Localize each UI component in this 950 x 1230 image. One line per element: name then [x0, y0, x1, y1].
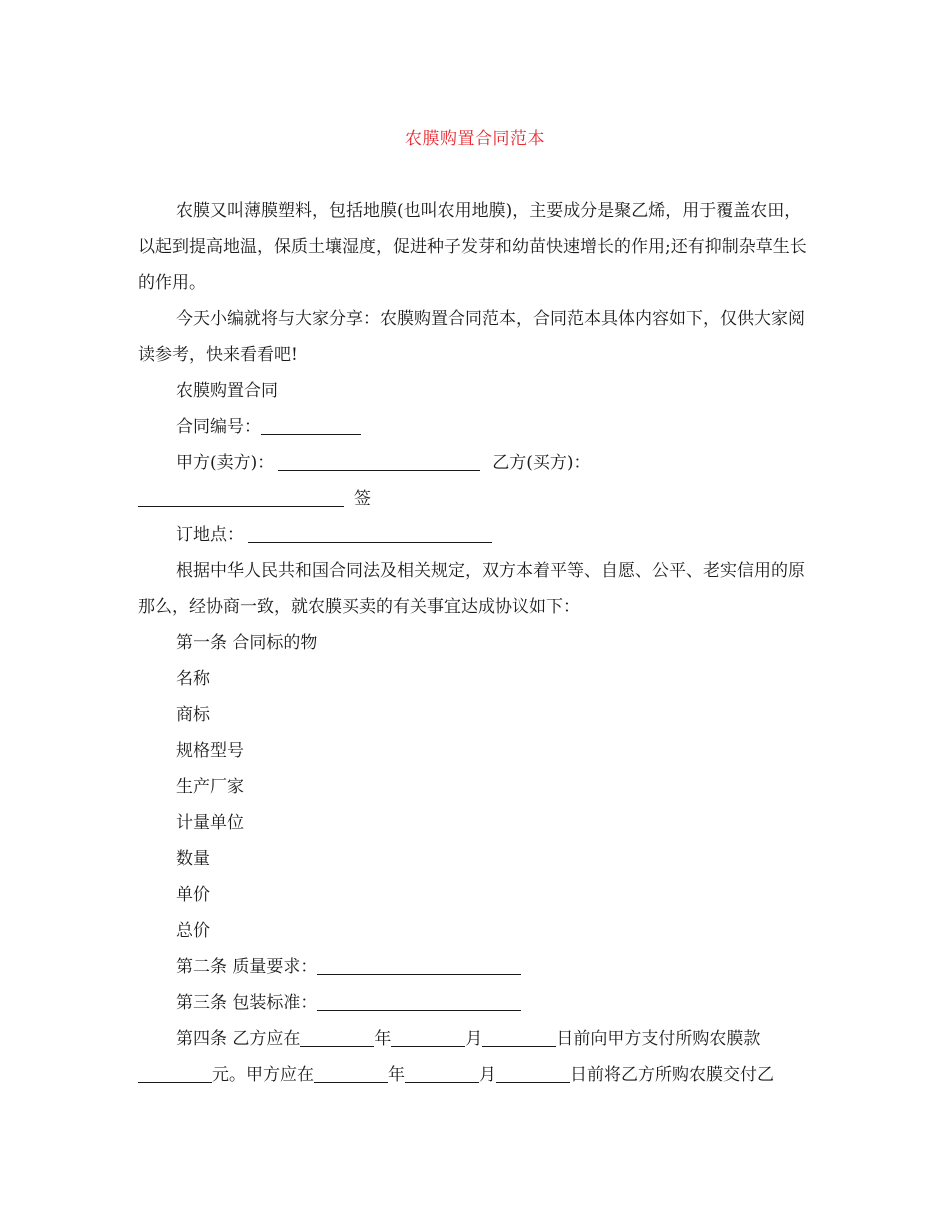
- pay-text: 日前向甲方支付所购农膜款: [556, 1029, 761, 1049]
- party-b-row: [138, 481, 810, 517]
- intro-paragraph-1: 农膜又叫薄膜塑料，包括地膜(也叫农用地膜)，主要成分是聚乙烯，用于覆盖农田，以起到提高地温，保质土壤湿度，促进种子发芽和幼苗快速增长的作用;还有抑制杂草生长的作用。: [138, 201, 807, 293]
- article-4-row-2: [138, 1057, 810, 1093]
- article-1-heading: 第一条 合同标的物: [176, 633, 318, 653]
- item-name: 名称: [176, 669, 210, 689]
- contract-number-label: 合同编号：: [176, 417, 261, 437]
- pay-day-blank: [482, 1027, 556, 1047]
- item-total-price: 总价: [176, 921, 210, 941]
- item-manufacturer: 生产厂家: [176, 777, 244, 797]
- party-a-label: 甲方(卖方)：: [176, 453, 275, 473]
- article-2-label: 第二条 质量要求：: [176, 957, 318, 977]
- item-unit-price: 单价: [176, 885, 210, 905]
- deliver-day-blank: [496, 1063, 570, 1083]
- article-4-prefix: 第四条 乙方应在: [176, 1029, 301, 1049]
- packaging-blank: [317, 991, 521, 1011]
- deliver-text: 日前将乙方所购农膜交付乙: [570, 1065, 774, 1085]
- deliver-month-blank: [405, 1063, 479, 1083]
- party-b-blank: [138, 487, 344, 507]
- party-a-blank: [278, 451, 480, 471]
- document-title: 农膜购置合同范本: [405, 129, 545, 149]
- sign-place-row: [138, 517, 810, 553]
- pay-month-label: 月: [465, 1029, 483, 1049]
- article-2-row: [138, 949, 810, 985]
- article-3-row: [138, 985, 810, 1021]
- contract-number-row: [138, 409, 810, 445]
- quality-blank: [317, 955, 521, 975]
- contract-heading: 农膜购置合同: [176, 381, 278, 401]
- parties-row: [138, 445, 810, 481]
- party-b-label: 乙方(买方)：: [492, 453, 591, 473]
- item-spec: 规格型号: [176, 741, 244, 761]
- sign-place-label: 订地点：: [176, 525, 244, 545]
- item-quantity: 数量: [176, 849, 210, 869]
- yuan-text: 元。甲方应在: [212, 1065, 314, 1085]
- contract-number-blank: [261, 415, 361, 435]
- document-body: [138, 193, 810, 1093]
- deliver-year-blank: [314, 1063, 388, 1083]
- pay-year-label: 年: [374, 1029, 392, 1049]
- item-unit: 计量单位: [176, 813, 244, 833]
- deliver-month-label: 月: [479, 1065, 496, 1085]
- sign-place-blank: [248, 523, 492, 543]
- intro-paragraph-2: 今天小编就将与大家分享：农膜购置合同范本，合同范本具体内容如下，仅供大家阅读参考，快来看看吧!: [138, 309, 805, 365]
- sign-label: 签: [354, 489, 371, 509]
- deliver-year-label: 年: [388, 1065, 405, 1085]
- amount-blank: [138, 1063, 212, 1083]
- article-3-label: 第三条 包装标准：: [176, 993, 318, 1013]
- item-brand: 商标: [176, 705, 210, 725]
- pay-year-blank: [300, 1027, 374, 1047]
- pay-month-blank: [391, 1027, 465, 1047]
- preamble-paragraph: 根据中华人民共和国合同法及相关规定，双方本着平等、自愿、公平、老实信用的原那么，经协商一致，就农膜买卖的有关事宜达成协议如下：: [138, 561, 805, 617]
- article-4-row-1: [138, 1021, 810, 1057]
